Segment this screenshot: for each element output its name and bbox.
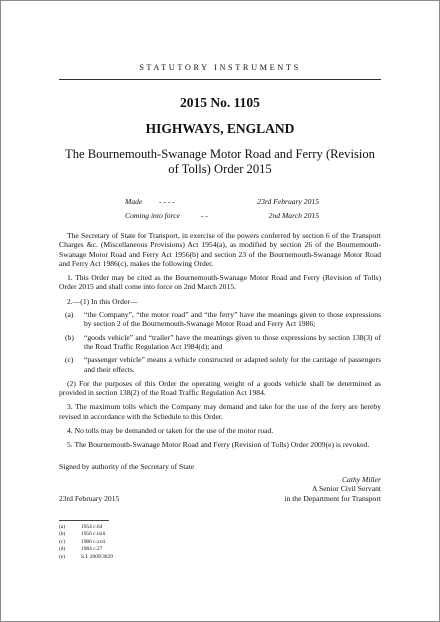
signature-block: [284, 475, 381, 503]
footnote-marker: (b): [59, 531, 66, 538]
si-number: 2015 No. 1105: [180, 95, 260, 110]
made-value: 23rd February 2015: [257, 197, 319, 206]
list-text: “goods vehicle” and “trailer” have the meanings given to those expressions by section 138(3) of the Road Traffic Regulation Act 1984(d); and: [84, 332, 381, 351]
list-marker: (a): [65, 310, 74, 320]
force-date-row: [125, 211, 319, 221]
made-dots: - - - -: [159, 197, 175, 206]
signed-by: Signed by authority of the Secretary of State: [59, 461, 195, 471]
footnote-marker: (d): [59, 546, 66, 553]
list-item: [59, 333, 381, 352]
footnote-marker: (e): [59, 553, 65, 560]
list-text: “passenger vehicle” means a vehicle constructed or adapted solely for the carriage of passengers and their effects.: [84, 355, 381, 374]
list-item: [59, 355, 381, 374]
footnotes: [59, 524, 113, 561]
footnote: [59, 524, 113, 531]
footnote-text: 1956 c.lxiii: [81, 531, 106, 538]
series-header: STATUTORY INSTRUMENTS: [139, 63, 301, 72]
footnote: [59, 539, 113, 546]
force-label: Coming into force: [125, 211, 180, 220]
list-item: [59, 310, 381, 329]
signature-date: 23rd February 2015: [59, 494, 120, 503]
article-2-intro: 2.—(1) In this Order—: [67, 296, 138, 306]
preamble: The Secretary of State for Transport, in exercise of the powers conferred by section 6 of the Transport Charges &c. (Miscellaneous Provisions) Act 1954(a), as modified by section 26 of the Bournemouth-Swanage Motor Road and Ferry Act 1956(b) and section 23 of the Bournemouth-Swanage Motor Road and Ferry Act 1986(c), makes the following Order.: [59, 231, 381, 268]
footnote-text: 1984 c.27: [81, 546, 103, 553]
article-4: 4. No tolls may be demanded or taken for the use of the motor road.: [67, 426, 274, 436]
footnote-text: 1954 c.64: [81, 524, 103, 530]
footnote-text: 1986 c.xvii: [81, 538, 106, 545]
signatory-department: in the Department for Transport: [284, 493, 381, 503]
footnote-marker: (a): [59, 524, 65, 530]
footnote-marker: (c): [59, 538, 65, 545]
force-dots: - -: [201, 211, 208, 220]
signatory-role: A Senior Civil Servant: [312, 484, 381, 494]
list-marker: (c): [65, 355, 74, 365]
list-marker: (b): [65, 332, 74, 342]
subject-heading: HIGHWAYS, ENGLAND: [145, 121, 295, 136]
signatory-name: Cathy Miller: [341, 475, 381, 484]
list-text: “the Company”, “the motor road” and “the ferry” have the meanings given to those expressions by section 2 of the Bournemouth-Swanage Motor Road and Ferry Act 1986;: [84, 310, 381, 329]
article-3: 3. The maximum tolls which the Company may demand and take for the use of the ferry are hereby revised in accordance with the Schedule to this Order.: [59, 402, 381, 421]
article-5: 5. The Bournemouth-Swanage Motor Road and Ferry (Revision of Tolls) Order 2009(e) is revoked.: [67, 440, 370, 450]
footnote-rule: [59, 520, 109, 521]
order-title: The Bournemouth-Swanage Motor Road and Ferry (Revision of Tolls) Order 2015: [65, 147, 375, 176]
article-1: 1. This Order may be cited as the Bournemouth-Swanage Motor Road and Ferry (Revision of Tolls) Order 2015 and shall come into force on 2nd March 2015.: [59, 273, 381, 292]
footnote-text: S.I. 2009/3029: [81, 553, 113, 560]
footnote: [59, 546, 113, 553]
footnote: [59, 554, 113, 561]
footnote: [59, 531, 113, 538]
order-body: [59, 231, 381, 471]
force-value: 2nd March 2015: [268, 211, 319, 220]
article-2-2: (2) For the purposes of this Order the operating weight of a goods vehicle shall be determined as provided in section 138(2) of the Road Traffic Regulation Act 1984.: [59, 378, 381, 398]
made-date-row: [125, 197, 319, 207]
made-label: Made: [125, 197, 143, 206]
header-rule: [59, 79, 381, 80]
